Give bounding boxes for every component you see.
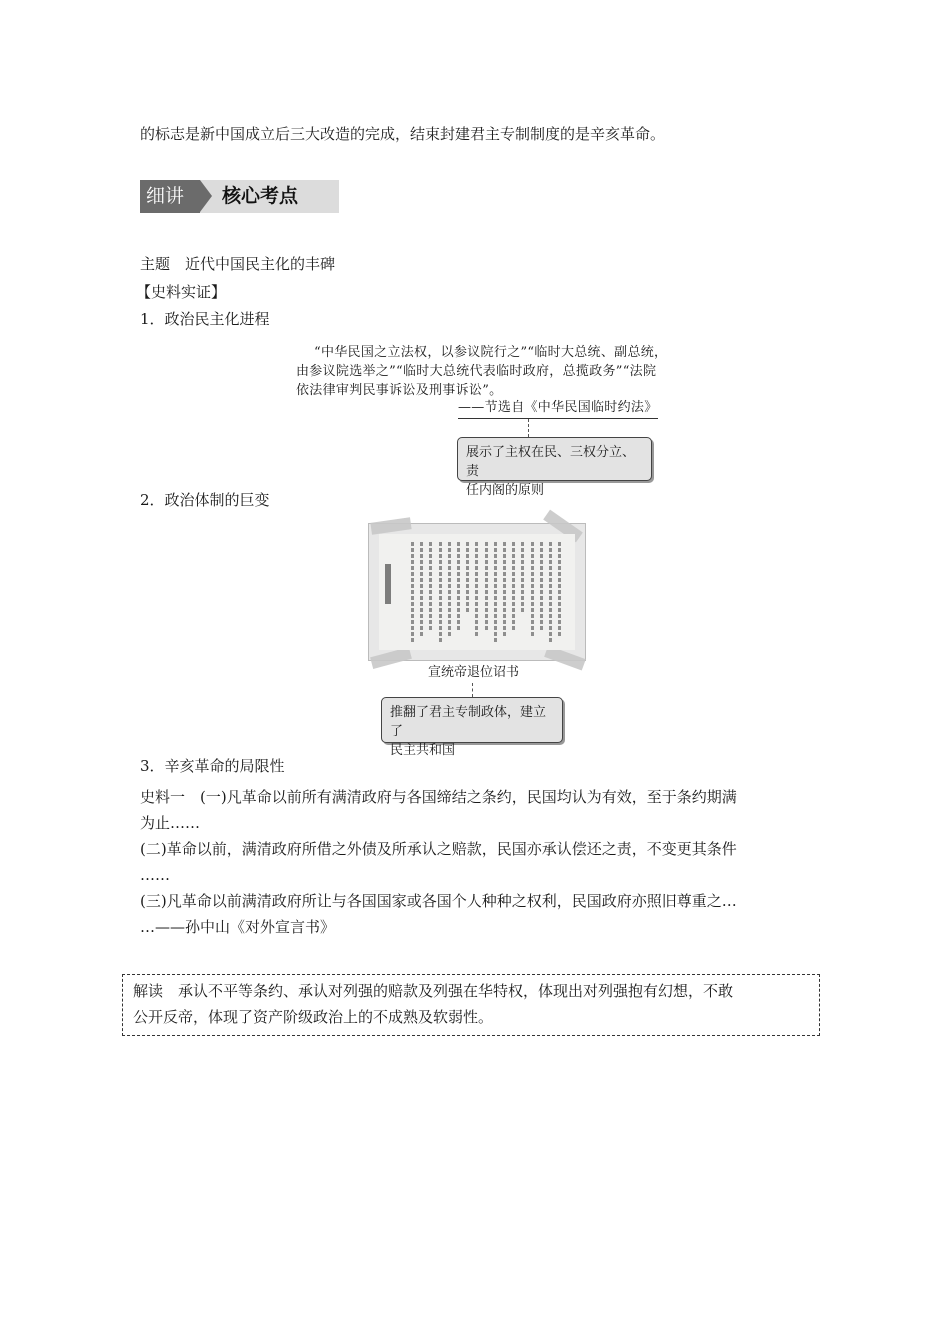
script-column	[429, 542, 432, 630]
passage-line: ……	[140, 866, 170, 884]
script-column	[512, 542, 515, 630]
topic-heading: 主题 近代中国民主化的丰碑	[140, 255, 336, 273]
script-column	[485, 542, 488, 630]
script-column	[466, 542, 469, 612]
item3-passage	[140, 784, 737, 940]
script-column	[531, 542, 534, 636]
script-column	[448, 542, 451, 636]
intro-line: 的标志是新中国成立后三大改造的完成，结束封建君主专制制度的是辛亥革命。	[140, 125, 666, 143]
quote-line: 由参议院选举之”“临时大总统代表临时政府，总揽政务”“法院	[296, 364, 657, 379]
item1-quote	[296, 343, 667, 400]
script-column	[503, 542, 506, 636]
item2-callout	[381, 697, 563, 758]
banner-arrow-icon	[200, 180, 212, 212]
item2-heading: 2．政治体制的巨变	[140, 491, 270, 509]
passage-line: …——孙中山《对外宣言书》	[140, 918, 336, 936]
seal-column	[385, 564, 391, 604]
script-column	[558, 542, 561, 636]
script-column	[494, 542, 497, 642]
edict-paper	[379, 534, 575, 650]
tape-strip	[370, 517, 411, 534]
section-label: 【史料实证】	[136, 283, 227, 301]
callout-line: 民主共和国	[390, 743, 456, 758]
item1-source: ——节选自《中华民国临时约法》	[458, 398, 658, 419]
quote-line: 依法律审判民事诉讼及刑事诉讼”。	[296, 383, 503, 398]
section-banner	[140, 180, 339, 213]
passage-line: 史料一 (一)凡革命以前所有满清政府与各国缔结之条约，民国均认为有效，至于条约期满	[140, 788, 737, 806]
script-column	[549, 542, 552, 642]
interpretation-box	[122, 974, 820, 1036]
image-caption: 宣统帝退位诏书	[428, 665, 520, 680]
interpretation-text	[133, 978, 733, 1030]
connector-line	[472, 683, 473, 697]
script-column	[540, 542, 543, 630]
interpretation-line: 解读 承认不平等条约、承认对列强的赔款及列强在华特权，体现出对列强抱有幻想，不敢	[133, 982, 734, 1000]
item1-heading: 1．政治民主化进程	[140, 310, 270, 328]
passage-line: (三)凡革命以前满清政府所让与各国国家或各国个人种种之权利，民国政府亦照旧尊重之…	[140, 892, 737, 910]
callout-line: 推翻了君主专制政体，建立了	[390, 705, 547, 739]
passage-line: (二)革命以前，满清政府所借之外债及所承认之赔款，民国亦承认偿还之责，不变更其条件	[140, 840, 737, 858]
item1-callout	[457, 437, 652, 498]
script-column	[475, 542, 478, 636]
interpretation-line: 公开反帝，体现了资产阶级政治上的不成熟及软弱性。	[133, 1008, 494, 1026]
script-column	[521, 542, 524, 612]
script-column	[411, 542, 414, 642]
callout-line: 任内阁的原则	[466, 483, 545, 498]
script-column	[420, 542, 423, 636]
script-column	[439, 542, 442, 642]
callout-line: 展示了主权在民、三权分立、责	[466, 445, 636, 479]
tape-strip	[370, 647, 412, 669]
banner-title: 核心考点	[222, 185, 299, 207]
item3-heading: 3．辛亥革命的局限性	[140, 757, 285, 775]
connector-line	[528, 419, 529, 437]
script-column	[457, 542, 460, 630]
abdication-edict-image	[368, 523, 586, 661]
quote-line: “中华民国之立法权，以参议院行之”“临时大总统、副总统，	[314, 345, 668, 360]
passage-line: 为止……	[140, 814, 201, 832]
banner-tag: 细讲	[140, 180, 200, 213]
